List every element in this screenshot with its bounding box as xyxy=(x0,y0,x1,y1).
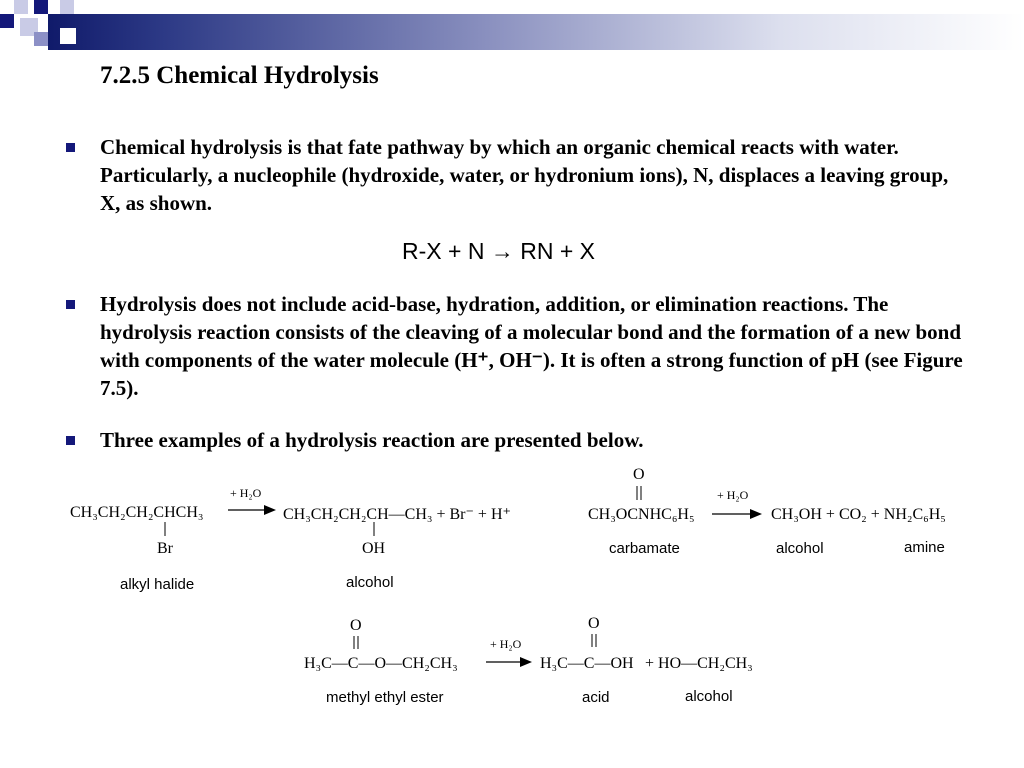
reaction-arrow-head xyxy=(750,509,762,519)
reactant-formula: H₃C—C—O—CH₂CH₃ xyxy=(304,655,458,672)
reaction-arrow-head xyxy=(264,505,276,515)
reactant-formula: CH₃OCNHC₆H₅ xyxy=(588,506,695,523)
bullet-text: Hydrolysis does not include acid-base, hydration, addition, or elimination reactions. The hydrolysis reaction consists of the cleaving of a molecular bond and the formation of a new bond with components of the water molecule (H⁺, OH⁻). It is often a strong function of pH (see Figure 7.5). xyxy=(100,292,963,400)
bullet-text: Chemical hydrolysis is that fate pathway by which an organic chemical reacts with water. Particularly, a nucleophile (hydroxide, water, or hydronium ions), N, displaces a leaving group, X, as shown. xyxy=(100,135,949,215)
compound-label: methyl ethyl ester xyxy=(326,689,444,706)
compound-label: alcohol xyxy=(346,574,394,591)
product-formula: CH₃OH + CO₂ + NH₂C₆H₅ xyxy=(771,506,946,523)
compound-label: carbamate xyxy=(609,540,680,557)
compound-label: alcohol xyxy=(776,540,824,557)
reactant-formula: CH₃CH₂CH₂CHCH₃ xyxy=(70,504,204,521)
slide-title: 7.2.5 Chemical Hydrolysis xyxy=(100,62,379,89)
bullet-marker xyxy=(66,436,75,445)
carbonyl-oxygen: O xyxy=(350,617,362,634)
reaction-arrow-head xyxy=(520,657,532,667)
bullet-text: Three examples of a hydrolysis reaction are presented below. xyxy=(100,428,644,452)
product-formula: H₃C—C—OH xyxy=(540,655,634,672)
decor-square xyxy=(0,14,14,28)
decor-square xyxy=(14,0,28,14)
decor-square xyxy=(34,0,48,14)
bullet-marker xyxy=(66,143,75,152)
decor-square xyxy=(60,0,74,14)
header-decoration xyxy=(0,0,1024,48)
reagent-label: + H₂O xyxy=(230,486,262,500)
bullet-marker xyxy=(66,300,75,309)
compound-label: acid xyxy=(582,689,610,706)
carbonyl-oxygen: O xyxy=(588,615,600,632)
compound-label: alkyl halide xyxy=(120,576,195,593)
product-formula: CH₃CH₂CH₂CH—CH₃ + Br⁻ + H⁺ xyxy=(283,506,511,523)
substituent: OH xyxy=(362,540,386,557)
product-formula: + HO—CH₂CH₃ xyxy=(645,655,753,672)
decor-square xyxy=(60,28,76,44)
reagent-label: + H₂O xyxy=(490,637,522,651)
header-gradient-bar xyxy=(48,14,1024,50)
compound-label: alcohol xyxy=(685,688,733,705)
substituent: Br xyxy=(157,540,173,557)
general-equation: R-X + N → RN + X xyxy=(402,238,595,264)
carbonyl-oxygen: O xyxy=(633,466,645,483)
compound-label: amine xyxy=(904,539,945,556)
reagent-label: + H₂O xyxy=(717,488,749,502)
decor-square xyxy=(34,32,48,46)
